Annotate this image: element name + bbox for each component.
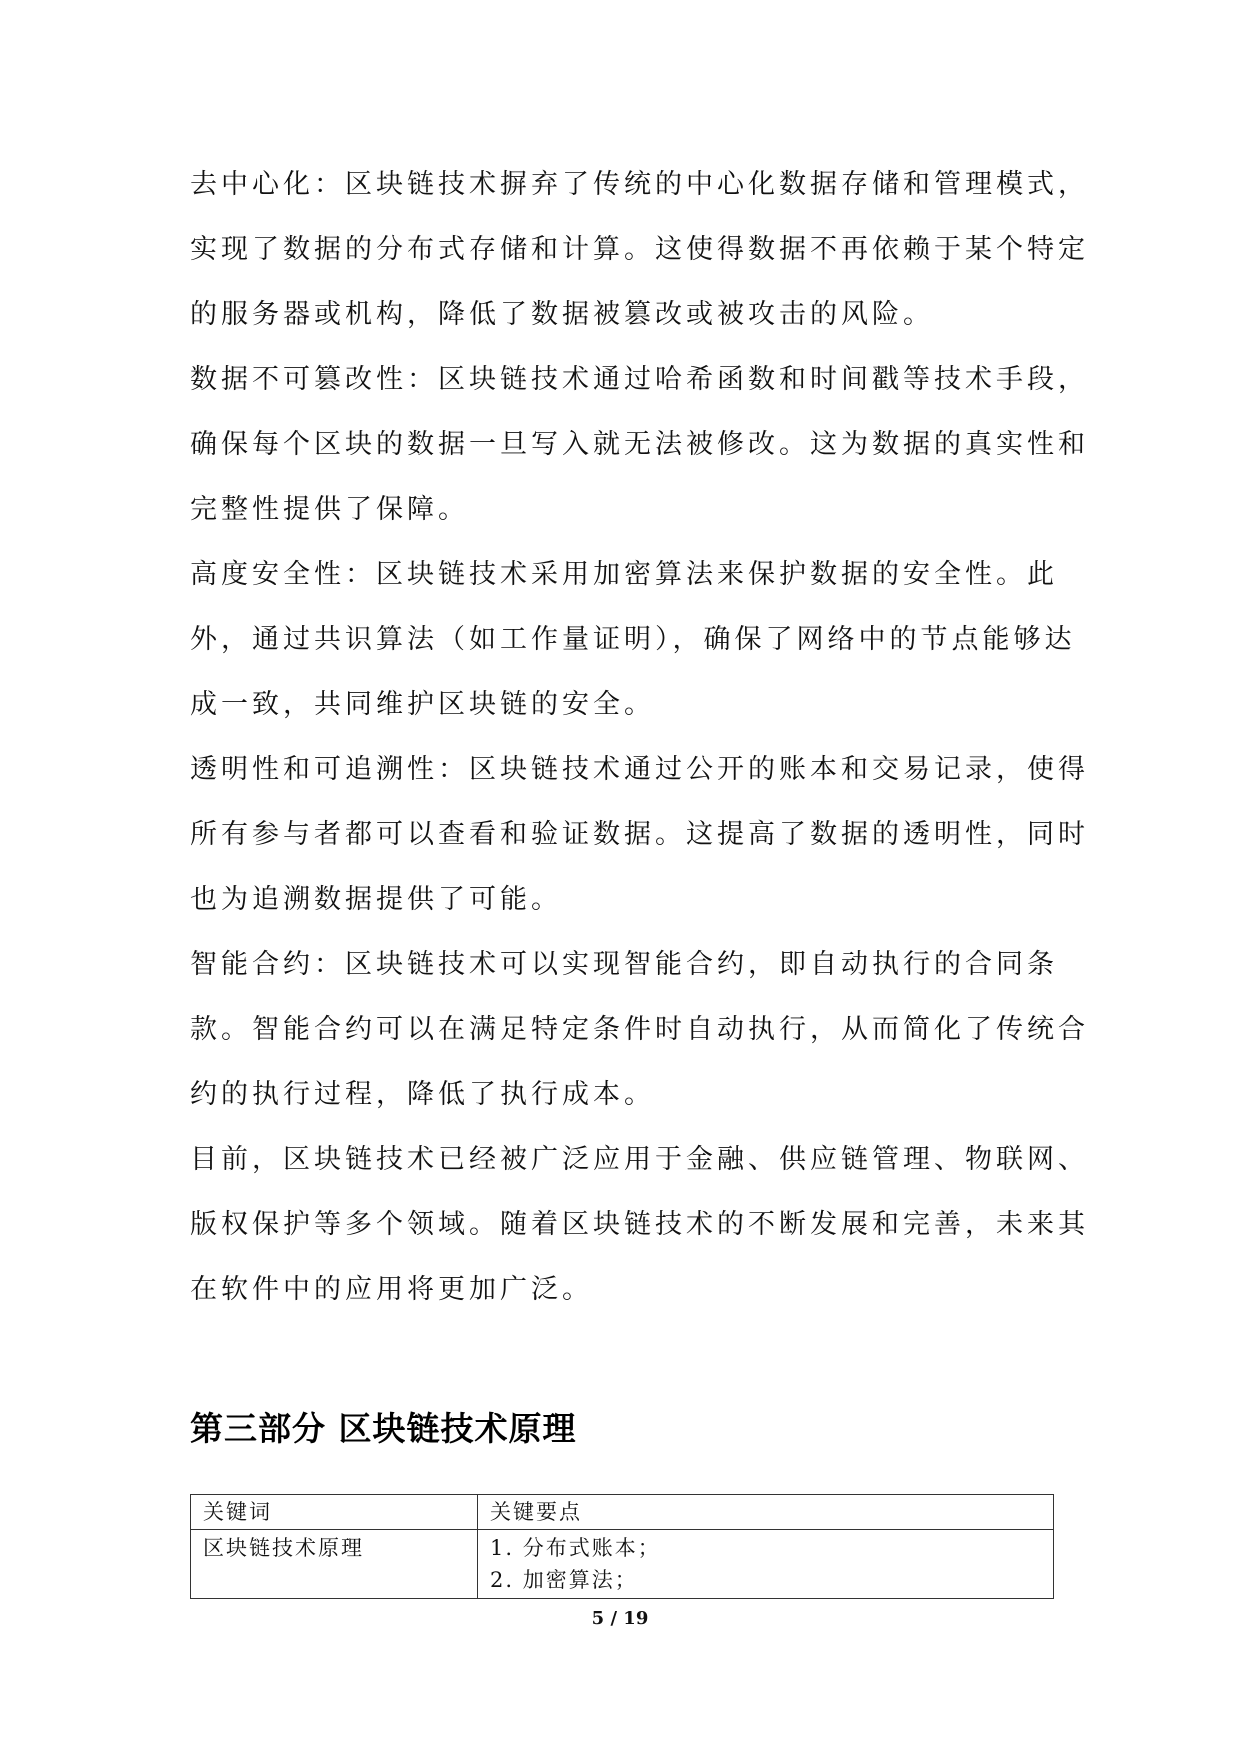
page-number: 5 / 19 [591,1608,649,1629]
table-cell-points [478,1530,1054,1599]
body-text [190,152,1090,1322]
paragraph-smart-contracts: 智能合约：区块链技术可以实现智能合约，即自动执行的合同条款。智能合约可以在满足特定条件时自动执行，从而简化了传统合约的执行过程，降低了执行成本。 [190,949,1089,1110]
paragraph-applications: 目前，区块链技术已经被广泛应用于金融、供应链管理、物联网、版权保护等多个领域。随着区块链技术的不断发展和完善，未来其在软件中的应用将更加广泛。 [190,1144,1089,1305]
key-point-item: 2. 加密算法； [490,1568,638,1592]
table-cell-keyword: 区块链技术原理 [191,1530,478,1599]
key-point-item: 1. 分布式账本； [490,1536,661,1560]
key-points-table [190,1494,1054,1599]
paragraph-immutability: 数据不可篡改性：区块链技术通过哈希函数和时间戳等技术手段，确保每个区块的数据一旦写入就无法被修改。这为数据的真实性和完整性提供了保障。 [190,364,1089,525]
section-heading: 第三部分 区块链技术原理 [190,1409,577,1448]
header-key-points: 关键要点 [478,1495,1054,1530]
paragraph-security: 高度安全性：区块链技术采用加密算法来保护数据的安全性。此外，通过共识算法（如工作量证明），确保了网络中的节点能够达成一致，共同维护区块链的安全。 [190,559,1076,720]
header-keyword: 关键词 [191,1495,478,1530]
table-row [191,1530,1054,1599]
table-header-row [191,1495,1054,1530]
paragraph-transparency: 透明性和可追溯性：区块链技术通过公开的账本和交易记录，使得所有参与者都可以查看和验证数据。这提高了数据的透明性，同时也为追溯数据提供了可能。 [190,754,1089,915]
paragraph-decentralization: 去中心化：区块链技术摒弃了传统的中心化数据存储和管理模式，实现了数据的分布式存储和计算。这使得数据不再依赖于某个特定的服务器或机构，降低了数据被篡改或被攻击的风险。 [190,169,1089,330]
